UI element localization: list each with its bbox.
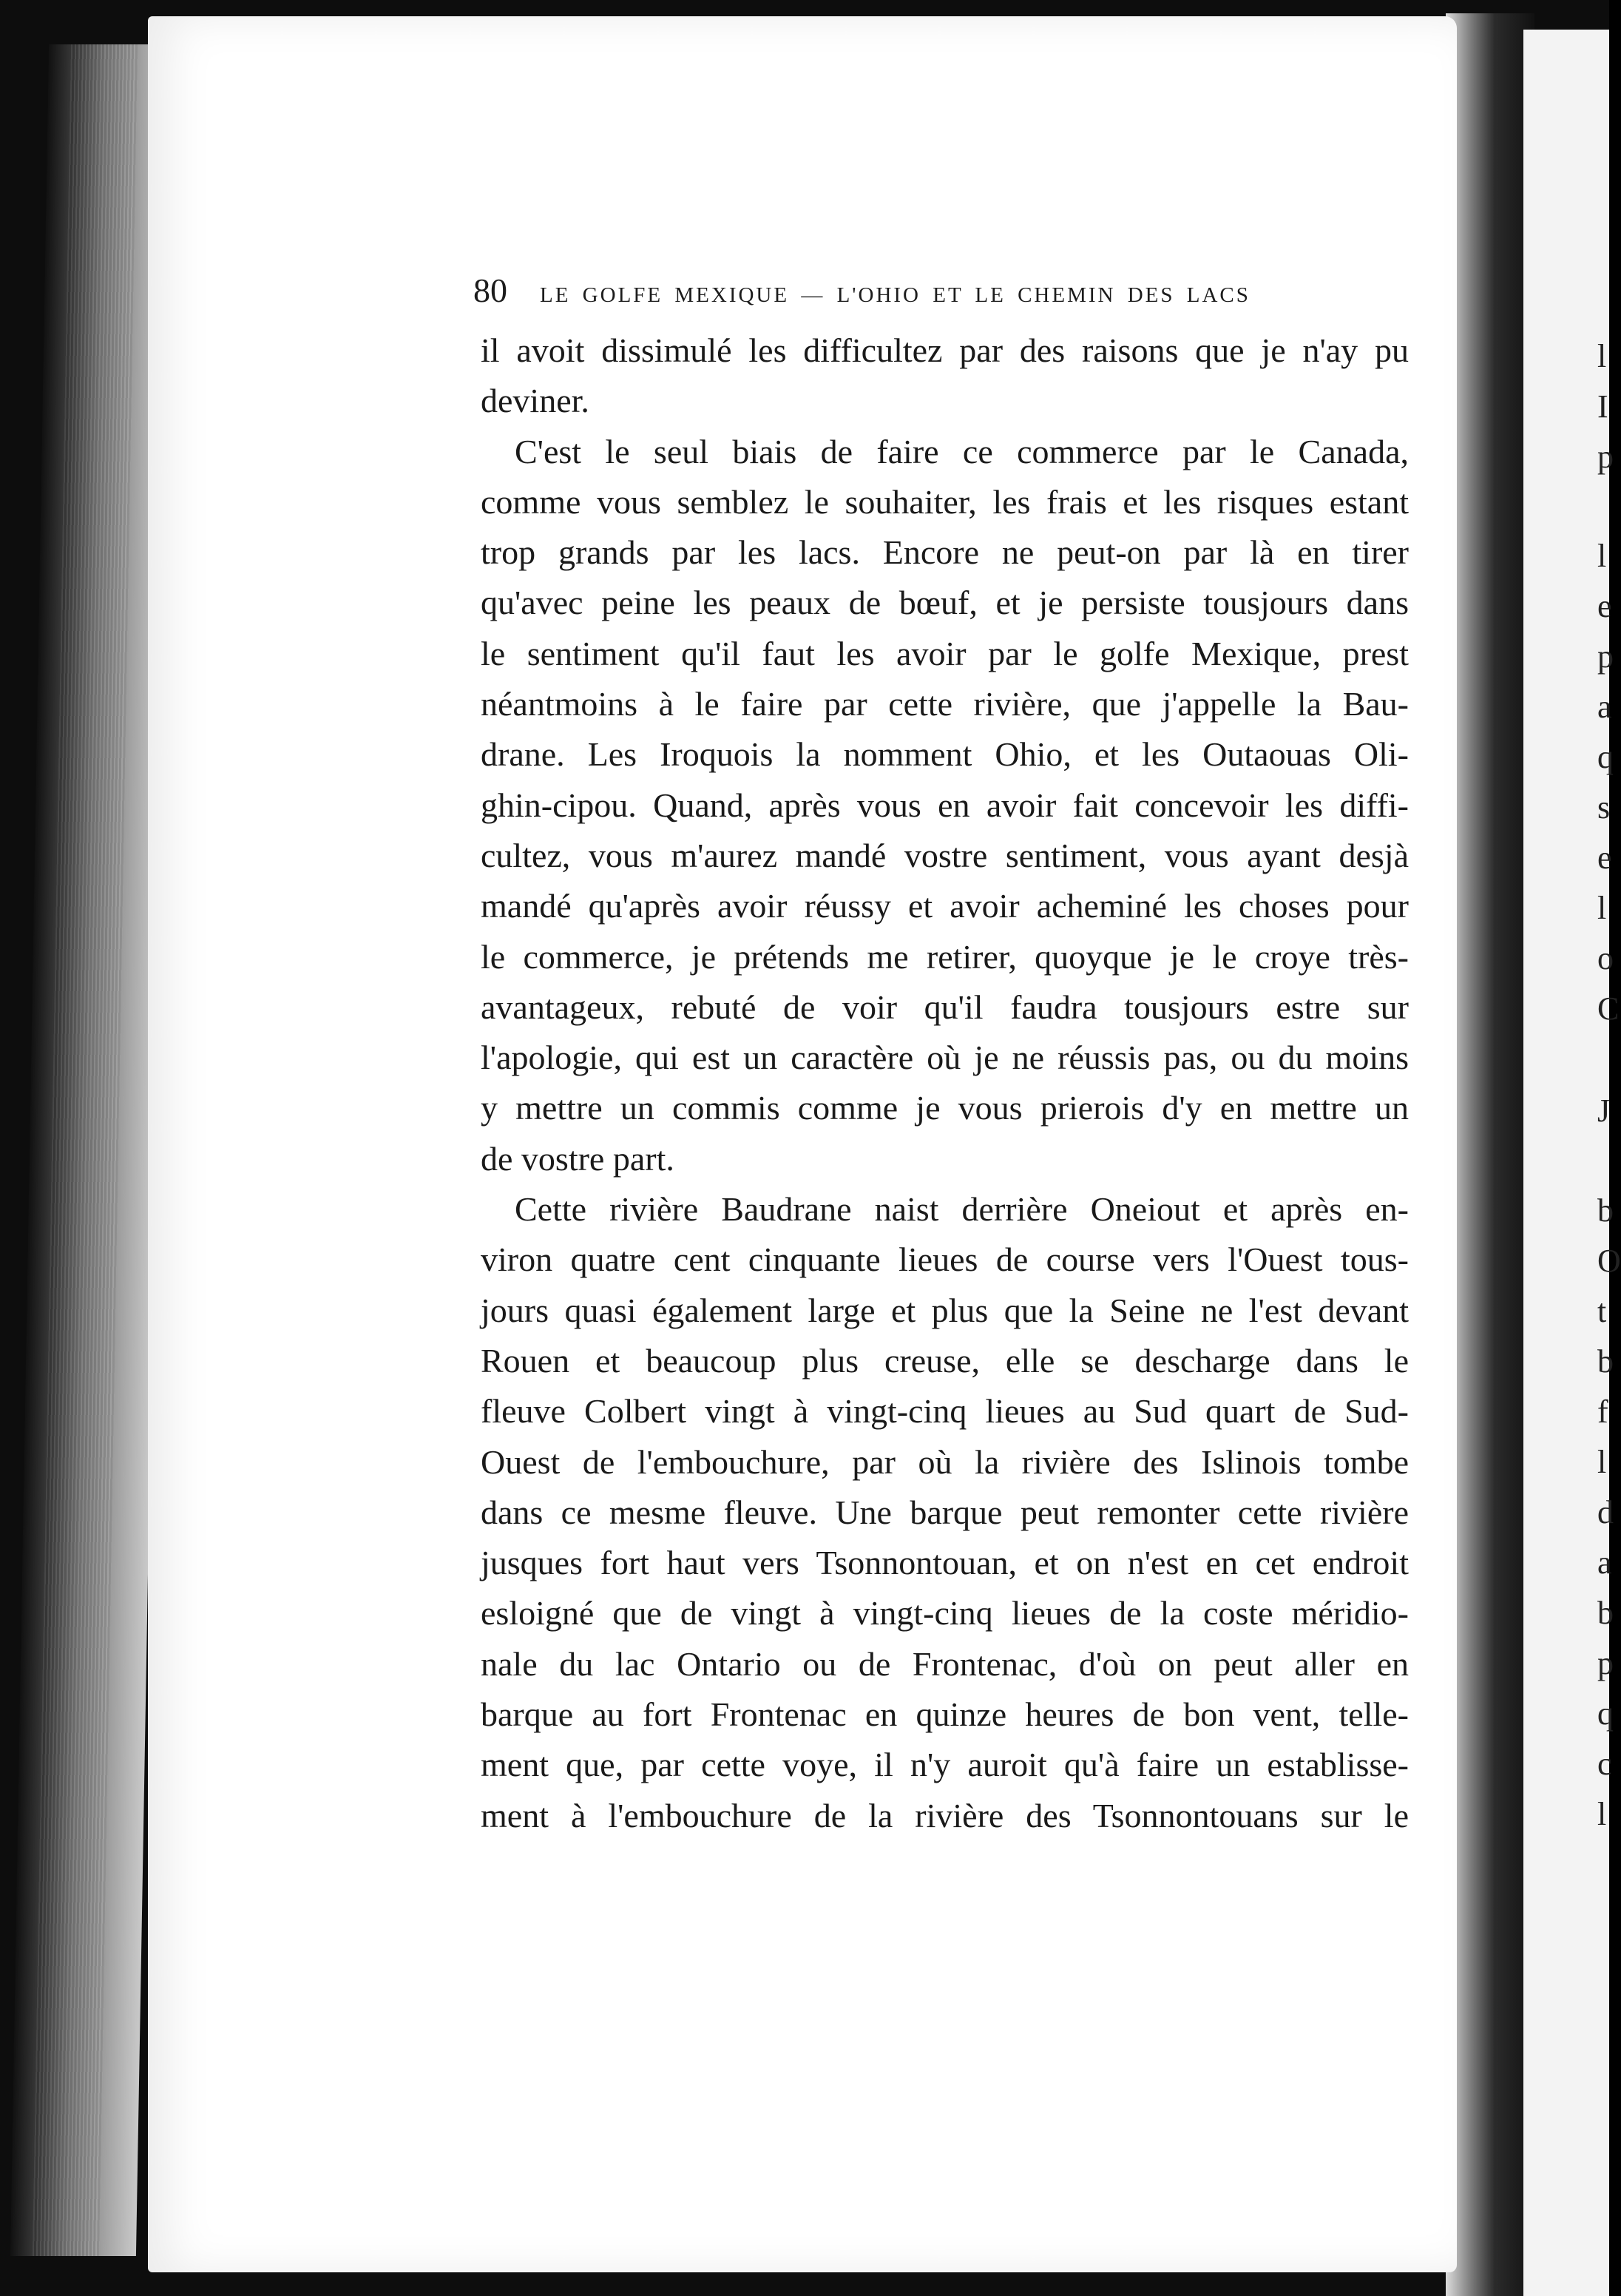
text-line: C'est le seul biais de faire ce commerce par le Canada, <box>515 432 1409 470</box>
text-line: qu'avec peine les peaux de bœuf, et je persiste tousjours dans <box>481 584 1409 622</box>
text-line: barque au fort Frontenac en quinze heures de bon vent, telle- <box>481 1695 1409 1734</box>
text-line: Ouest de l'embouchure, par où la rivière des Islinois tombe <box>481 1442 1409 1481</box>
facing-page-letter: f <box>1597 1394 1608 1430</box>
text-line: l'apologie, qui est un caractère où je ne réussis pas, ou du moins <box>481 1039 1409 1077</box>
text-line: avantageux, rebuté de voir qu'il faudra tousjours estre sur <box>481 987 1409 1026</box>
facing-page-letter: I <box>1597 388 1608 425</box>
text-line: esloigné que de vingt à vingt-cinq lieues de la coste méridio- <box>481 1594 1409 1632</box>
facing-page-letter: q <box>1597 739 1614 775</box>
facing-page-letter: p <box>1597 638 1614 675</box>
text-line: néantmoins à le faire par cette rivière, que j'appelle la Bau- <box>481 685 1409 723</box>
text-line: jusques fort haut vers Tsonnontouan, et on n'est en cet endroit <box>481 1544 1409 1582</box>
text-line: Cette rivière Baudrane naist derrière Oneiout et après en- <box>515 1190 1409 1229</box>
text-line: dans ce mesme fleuve. Une barque peut remonter cette rivière <box>481 1493 1409 1531</box>
page-number: 80 <box>473 271 507 309</box>
text-line: trop grands par les lacs. Encore ne peut-on par là en tirer <box>481 533 1409 572</box>
facing-page-letter: a <box>1597 1544 1612 1581</box>
facing-page-letter: s <box>1597 789 1611 825</box>
facing-page-letter: e <box>1597 840 1612 876</box>
body-text <box>481 325 1409 1841</box>
text-line: ment que, par cette voye, il n'y auroit qu'à faire un establisse- <box>481 1746 1409 1784</box>
text-line: drane. Les Iroquois la nomment Ohio, et les Outaouas Oli- <box>481 735 1409 774</box>
text-line: deviner. <box>481 382 589 420</box>
text-line: nale du lac Ontario ou de Frontenac, d'où on peut aller en <box>481 1644 1409 1683</box>
text-line: ghin-cipou. Quand, après vous en avoir fait concevoir les diffi- <box>481 786 1409 824</box>
facing-page-fragment <box>1523 30 1621 2296</box>
facing-page-letter: d <box>1597 1494 1614 1530</box>
facing-page-letter: c <box>1597 1746 1612 1782</box>
text-line: ment à l'embouchure de la rivière des Tsonnontouans sur le <box>481 1796 1409 1834</box>
text-line: viron quatre cent cinquante lieues de course vers l'Ouest tous- <box>481 1240 1409 1279</box>
facing-page-letter: a <box>1597 689 1612 725</box>
running-head <box>473 271 1412 315</box>
facing-page-letter: l <box>1597 538 1607 574</box>
text-line: le commerce, je prétends me retirer, quoyque je le croye très- <box>481 937 1409 976</box>
book-gutter-shadow <box>1446 13 1534 2296</box>
text-line: il avoit dissimulé les difficultez par des raisons que je n'ay pu <box>481 331 1409 369</box>
facing-page-letter: p <box>1597 1645 1614 1681</box>
facing-page-letter: b <box>1597 1343 1614 1380</box>
facing-page-letter: l <box>1597 338 1607 374</box>
text-line: fleuve Colbert vingt à vingt-cinq lieues au Sud quart de Sud- <box>481 1392 1409 1431</box>
facing-page-letter: C <box>1597 990 1620 1027</box>
facing-page-letter: O <box>1597 1243 1621 1279</box>
facing-page-letter: b <box>1597 1595 1614 1631</box>
text-line: de vostre part. <box>481 1139 674 1178</box>
text-line: Rouen et beaucoup plus creuse, elle se descharge dans le <box>481 1341 1409 1380</box>
text-line: y mettre un commis comme je vous prierois d'y en mettre un <box>481 1089 1409 1127</box>
facing-page-letter: b <box>1597 1192 1614 1229</box>
facing-page-letter: l <box>1597 890 1607 926</box>
facing-page-letter: e <box>1597 588 1612 624</box>
text-line: jours quasi également large et plus que la Seine ne l'est devant <box>481 1291 1409 1329</box>
facing-page-letter: l <box>1597 1796 1607 1832</box>
facing-page-letter: o <box>1597 940 1614 976</box>
running-head-title: LE GOLFE MEXIQUE — L'OHIO ET LE CHEMIN DES LACS <box>540 283 1251 307</box>
text-line: mandé qu'après avoir réussy et avoir acheminé les choses pour <box>481 887 1409 925</box>
facing-page-letter: p <box>1597 439 1614 475</box>
facing-page-letter: t <box>1597 1293 1607 1329</box>
text-line: comme vous semblez le souhaiter, les frais et les risques estant <box>481 482 1409 521</box>
text-line: cultez, vous m'aurez mandé vostre sentiment, vous ayant desjà <box>481 836 1409 874</box>
facing-page-letter: q <box>1597 1695 1614 1732</box>
text-line: le sentiment qu'il faut les avoir par le golfe Mexique, prest <box>481 634 1409 672</box>
facing-page-letter: l <box>1597 1444 1607 1480</box>
facing-page-letter: J <box>1597 1093 1611 1129</box>
